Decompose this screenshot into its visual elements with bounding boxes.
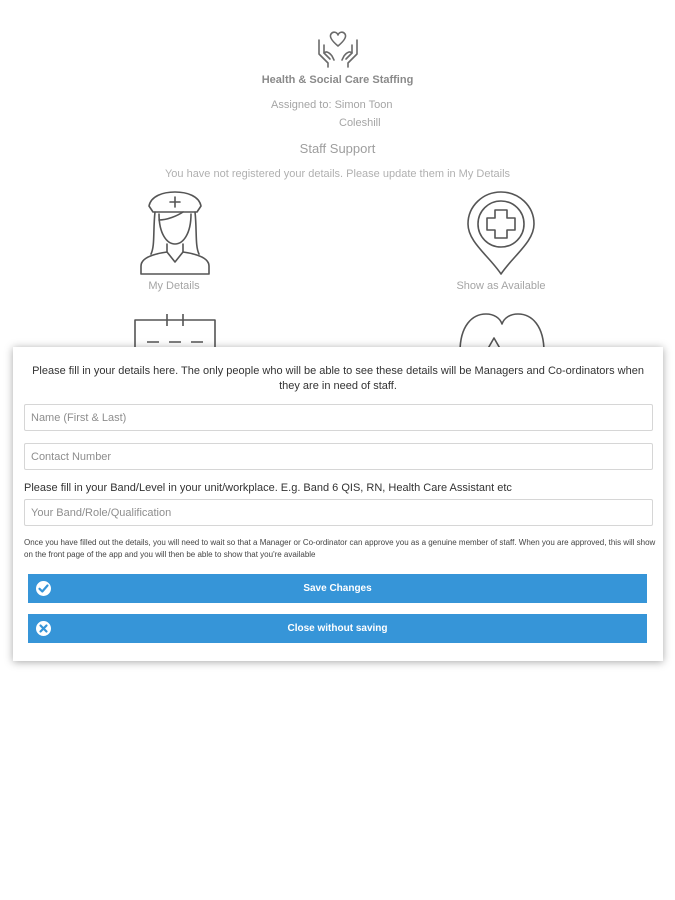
close-without-saving-label: Close without saving [287,623,388,634]
medical-location-pin-icon[interactable] [465,190,537,276]
contact-number-field[interactable] [24,443,653,470]
close-icon [36,621,51,636]
details-dialog [13,347,663,661]
checkmark-icon [36,581,51,596]
nurse-icon[interactable] [137,190,213,276]
app-title: Health & Social Care Staffing [261,74,414,86]
band-role-field[interactable] [24,499,653,526]
close-without-saving-button[interactable] [28,614,647,643]
registration-notice: You have not registered your details. Please update them in My Details [164,168,511,180]
section-title: Staff Support [299,141,376,156]
assigned-to-text: Assigned to: Simon Toon [271,99,393,111]
save-changes-label: Save Changes [303,583,372,594]
my-details-label[interactable]: My Details [148,280,200,292]
dialog-intro-text: Please fill in your details here. The only people who will be able to see these details will be Managers and Co-ordinators when they are in need of staff. [32,365,644,392]
approval-note-text: Once you have filled out the details, you will need to wait so that a Manager or Co-ordinator can approve you as a genuine member of staff. When you are approved, this will show on the front page of the app and you will then be able to show that you're available [24,538,656,559]
show-as-available-label[interactable]: Show as Available [456,280,546,292]
name-field[interactable] [24,404,653,431]
save-changes-button[interactable] [28,574,647,603]
caring-hands-heart-icon [316,30,360,68]
location-text: Coleshill [339,117,381,129]
band-help-text: Please fill in your Band/Level in your unit/workplace. E.g. Band 6 QIS, RN, Health Care Assistant etc [24,482,512,494]
calendar-icon[interactable] [133,312,217,352]
heartbeat-icon[interactable] [458,312,546,352]
